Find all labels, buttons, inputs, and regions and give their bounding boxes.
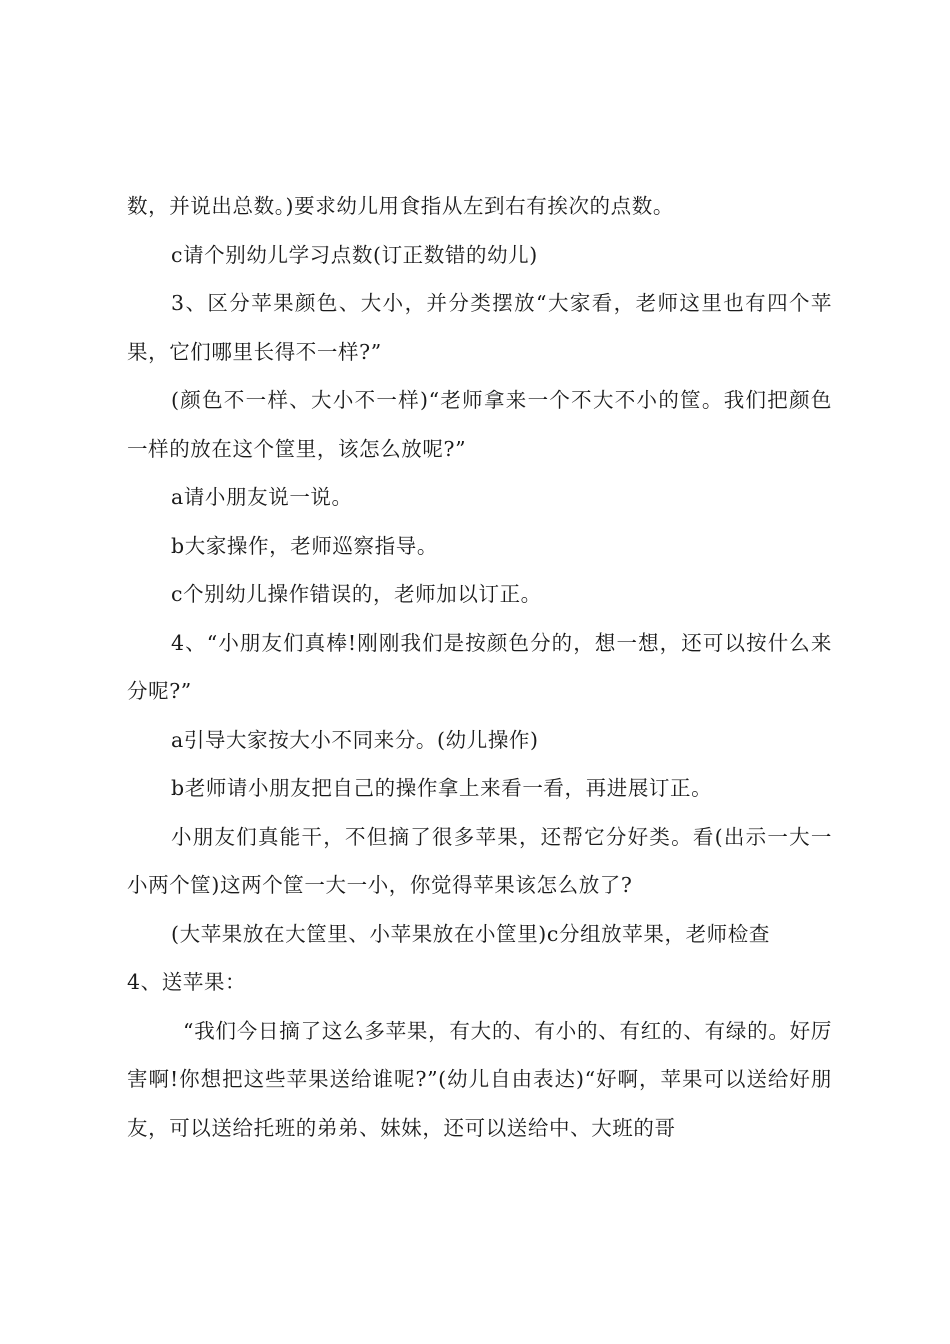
paragraph-step-c-correct: c个别幼儿操作错误的，老师加以订正。	[171, 582, 542, 606]
paragraph-step-a-say: a请小朋友说一说。	[171, 485, 353, 509]
paragraph-group-apples: (大苹果放在大筐里、小苹果放在小筐里)c分组放苹果，老师检查	[171, 921, 770, 946]
paragraph-step-4-question: 4、“小朋友们真棒!刚刚我们是按颜色分的，想一想，还可以按什么来分呢?”	[127, 630, 832, 703]
paragraph-color-basket: (颜色不一样、大小不一样)“老师拿来一个不大不小的筐。我们把颜色一样的放在这个筐里，该怎么放呢?”	[127, 388, 832, 461]
document-body	[127, 182, 832, 1152]
paragraph-step-c-point-count: c请个别幼儿学习点数(订正数错的幼儿)	[171, 242, 538, 267]
paragraph-step-3-sort-apples: 3、区分苹果颜色、大小，并分类摆放“大家看，老师这里也有四个苹果，它们哪里长得不一样?”	[127, 291, 832, 364]
paragraph-send-apples-dialogue: “我们今日摘了这么多苹果，有大的、有小的、有红的、有绿的。好厉害啊!你想把这些苹果送给谁呢?”(幼儿自由表达)“好啊，苹果可以送给好朋友，可以送给托班的弟弟、妹妹，还可以送给中、大班的哥	[127, 1018, 832, 1140]
paragraph-step-b-review: b老师请小朋友把自己的操作拿上来看一看，再进展订正。	[171, 776, 713, 800]
paragraph-step-b-operate: b大家操作，老师巡察指导。	[171, 533, 438, 558]
paragraph-two-baskets: 小朋友们真能干，不但摘了很多苹果，还帮它分好类。看(出示一大一小两个筐)这两个筐一大一小，你觉得苹果该怎么放了?	[127, 824, 832, 897]
paragraph-continued-count: 数，并说出总数。)要求幼儿用食指从左到右有挨次的点数。	[127, 194, 674, 218]
paragraph-step-a-size: a引导大家按大小不同来分。(幼儿操作)	[171, 727, 539, 752]
paragraph-step-4-send-apples: 4、送苹果：	[127, 970, 247, 994]
